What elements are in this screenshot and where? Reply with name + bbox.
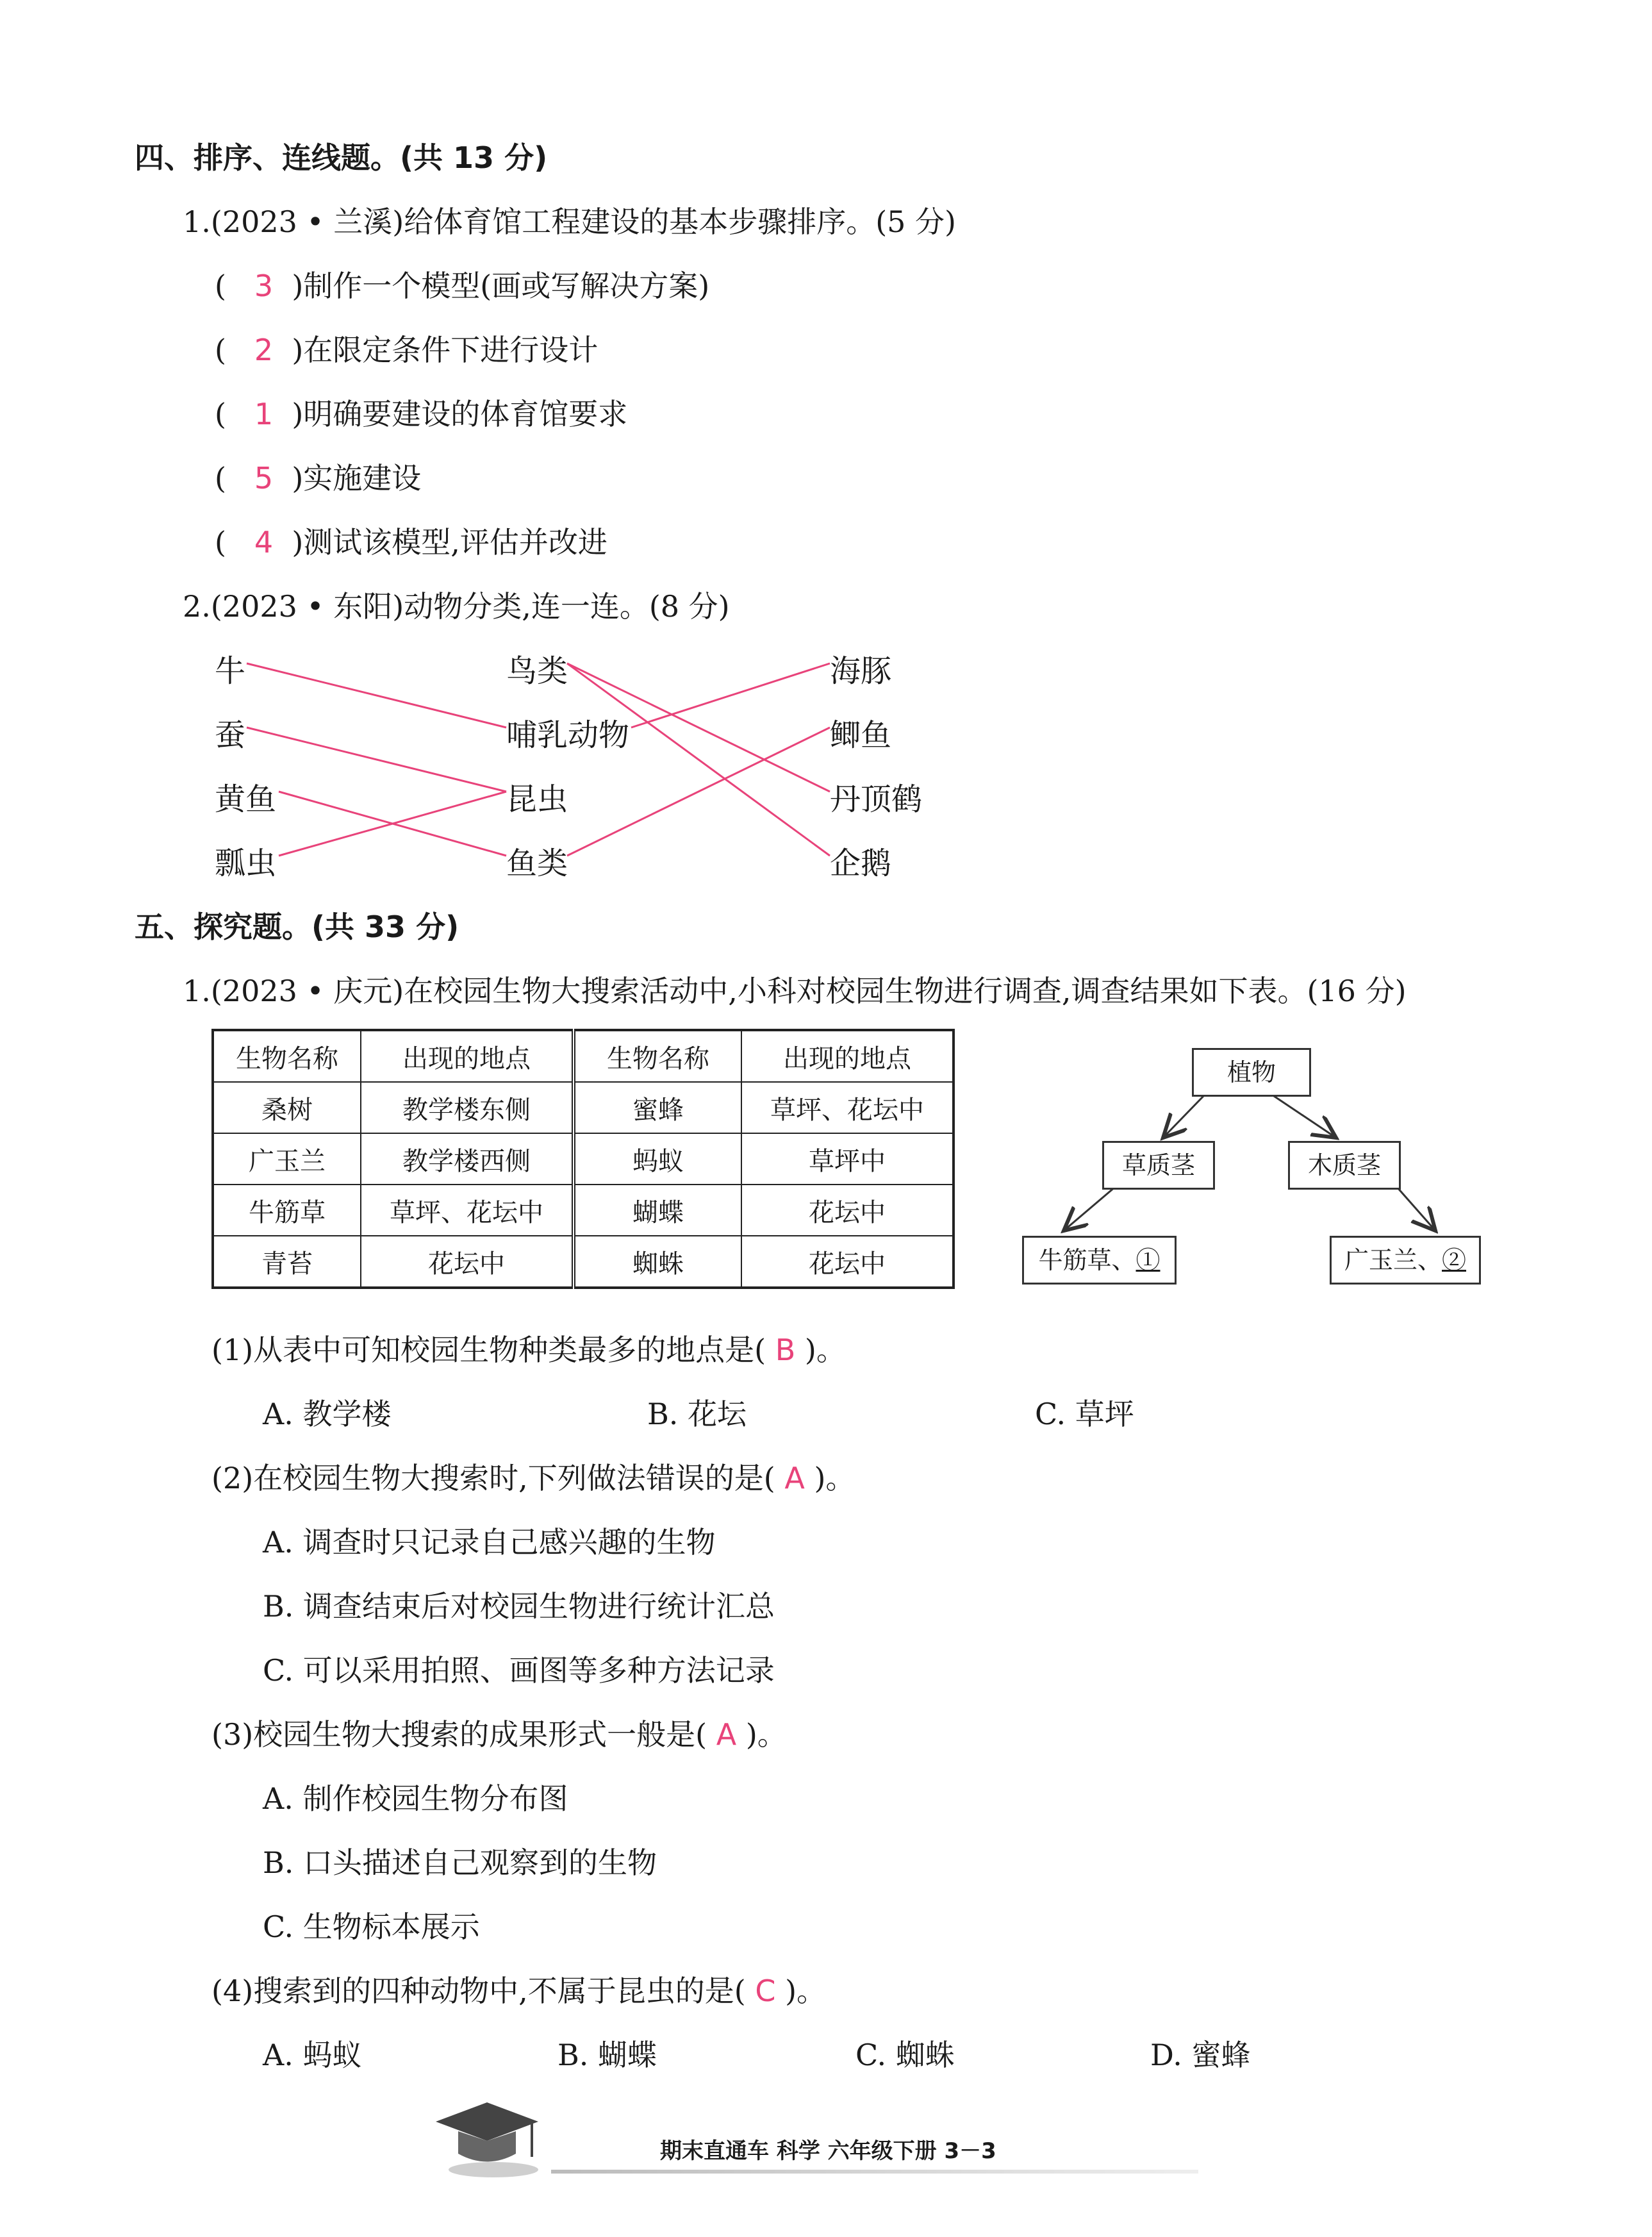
order-item-text: )制作一个模型(画或写解决方案) [292, 269, 710, 303]
table-cell: 蝴蝶 [574, 1185, 741, 1236]
option: B. 花坛 [647, 1397, 747, 1431]
table-cell: 花坛中 [741, 1236, 954, 1288]
option: C. 生物标本展示 [263, 1909, 480, 1944]
q1-stem: 1.(2023 • 兰溪)给体育馆工程建设的基本步骤排序。(5 分) [183, 204, 957, 239]
table-cell: 牛筋草 [213, 1185, 361, 1236]
sub1-end: )。 [804, 1333, 846, 1367]
left-word: 牛 [215, 653, 246, 689]
option: B. 蝴蝶 [558, 2038, 657, 2072]
sub3-text: (3)校园生物大搜索的成果形式一般是( [211, 1717, 707, 1752]
table-cell: 花坛中 [741, 1185, 954, 1236]
sub4-stem [211, 1968, 826, 2010]
order-item: ( 1 )明确要建设的体育馆要求 [215, 397, 628, 431]
right-word: 企鹅 [830, 845, 892, 881]
order-item: ( 4 )测试该模型,评估并改进 [215, 525, 607, 560]
option: A. 蚂蚁 [263, 2038, 362, 2072]
footer-divider [551, 2170, 1198, 2174]
answer-value: A [784, 1461, 805, 1495]
answer-value: 4 [254, 525, 274, 560]
sub4-text: (4)搜索到的四种动物中,不属于昆虫的是( [211, 1974, 746, 2008]
tree-node-right: 木质茎 [1288, 1141, 1401, 1190]
left-word: 瓢虫 [215, 845, 277, 881]
table-cell: 青苔 [213, 1236, 361, 1288]
middle-word: 鸟类 [506, 653, 568, 689]
section5-title: 五、探究题。(共 33 分) [135, 910, 459, 944]
right-word: 海豚 [830, 653, 892, 689]
option: D. 蜜蜂 [1150, 2038, 1251, 2072]
order-item: ( 3 )制作一个模型(画或写解决方案) [215, 269, 710, 303]
option: A. 调查时只记录自己感兴趣的生物 [263, 1525, 716, 1559]
sub1-stem [211, 1327, 846, 1369]
table-header: 出现的地点 [741, 1030, 954, 1082]
left-word: 蚕 [215, 717, 246, 753]
middle-word: 哺乳动物 [506, 717, 630, 753]
s5-q1-stem: 1.(2023 • 庆元)在校园生物大搜索活动中,小科对校园生物进行调查,调查结果如下表。(16 分) [183, 974, 1407, 1008]
answer-value: 1 [254, 397, 274, 431]
right-word: 丹顶鹤 [830, 781, 923, 817]
order-item-text: )测试该模型,评估并改进 [292, 525, 607, 560]
sub4-end: )。 [785, 1974, 827, 2008]
sub2-text: (2)在校园生物大搜索时,下列做法错误的是( [211, 1461, 775, 1495]
option: B. 调查结束后对校园生物进行统计汇总 [263, 1589, 775, 1624]
answer-value: C [755, 1974, 776, 2008]
sub2-stem [211, 1455, 855, 1497]
option: B. 口头描述自己观察到的生物 [263, 1845, 657, 1880]
table-header: 生物名称 [574, 1030, 741, 1082]
tree-leaf-right [1330, 1236, 1481, 1285]
graduation-cap-icon [423, 2093, 551, 2183]
answer-value: 2 [254, 333, 274, 367]
option: C. 草坪 [1035, 1397, 1134, 1431]
table-cell: 草坪、花坛中 [741, 1082, 954, 1133]
table-header: 生物名称 [213, 1030, 361, 1082]
table-cell: 草坪、花坛中 [361, 1185, 574, 1236]
order-item: ( 2 )在限定条件下进行设计 [215, 333, 599, 367]
middle-word: 鱼类 [506, 845, 568, 881]
table-cell: 教学楼东侧 [361, 1082, 574, 1133]
blank-1: ① [1136, 1246, 1161, 1274]
tree-leaf-text: 广玉兰、 [1344, 1246, 1442, 1274]
table-cell: 花坛中 [361, 1236, 574, 1288]
sub1-text: (1)从表中可知校园生物种类最多的地点是( [211, 1333, 766, 1367]
tree-leaf-text: 牛筋草、 [1038, 1246, 1136, 1274]
middle-word: 昆虫 [506, 781, 568, 817]
table-cell: 蜜蜂 [574, 1082, 741, 1133]
left-word: 黄鱼 [215, 781, 277, 817]
sub3-end: )。 [745, 1717, 787, 1752]
q2-stem: 2.(2023 • 东阳)动物分类,连一连。(8 分) [183, 589, 730, 624]
section4-title: 四、排序、连线题。(共 13 分) [135, 140, 548, 175]
footer-text: 期末直通车 科学 六年级下册 3－3 [660, 2138, 996, 2164]
table-cell: 蚂蚁 [574, 1133, 741, 1185]
sub3-stem [211, 1711, 787, 1754]
tree-node-left: 草质茎 [1102, 1141, 1215, 1190]
order-item: ( 5 )实施建设 [215, 461, 422, 495]
right-word: 鲫鱼 [830, 717, 892, 753]
table-cell: 桑树 [213, 1082, 361, 1133]
answer-value: B [775, 1333, 796, 1367]
table-cell: 草坪中 [741, 1133, 954, 1185]
table-cell: 教学楼西侧 [361, 1133, 574, 1185]
sub2-end: )。 [814, 1461, 855, 1495]
tree-leaf-left [1022, 1236, 1177, 1285]
option: A. 教学楼 [263, 1397, 392, 1431]
order-item-text: )实施建设 [292, 461, 422, 495]
answer-value: 3 [254, 269, 274, 303]
table-cell: 广玉兰 [213, 1133, 361, 1185]
option: A. 制作校园生物分布图 [263, 1781, 568, 1816]
option: C. 蜘蛛 [855, 2038, 955, 2072]
order-item-text: )在限定条件下进行设计 [292, 333, 599, 367]
answer-value: 5 [254, 461, 274, 495]
answer-value: A [716, 1717, 737, 1752]
table-header: 出现的地点 [361, 1030, 574, 1082]
blank-2: ② [1442, 1246, 1467, 1274]
table-cell: 蜘蛛 [574, 1236, 741, 1288]
option: C. 可以采用拍照、画图等多种方法记录 [263, 1653, 775, 1688]
order-item-text: )明确要建设的体育馆要求 [292, 397, 628, 431]
tree-root: 植物 [1192, 1048, 1311, 1097]
